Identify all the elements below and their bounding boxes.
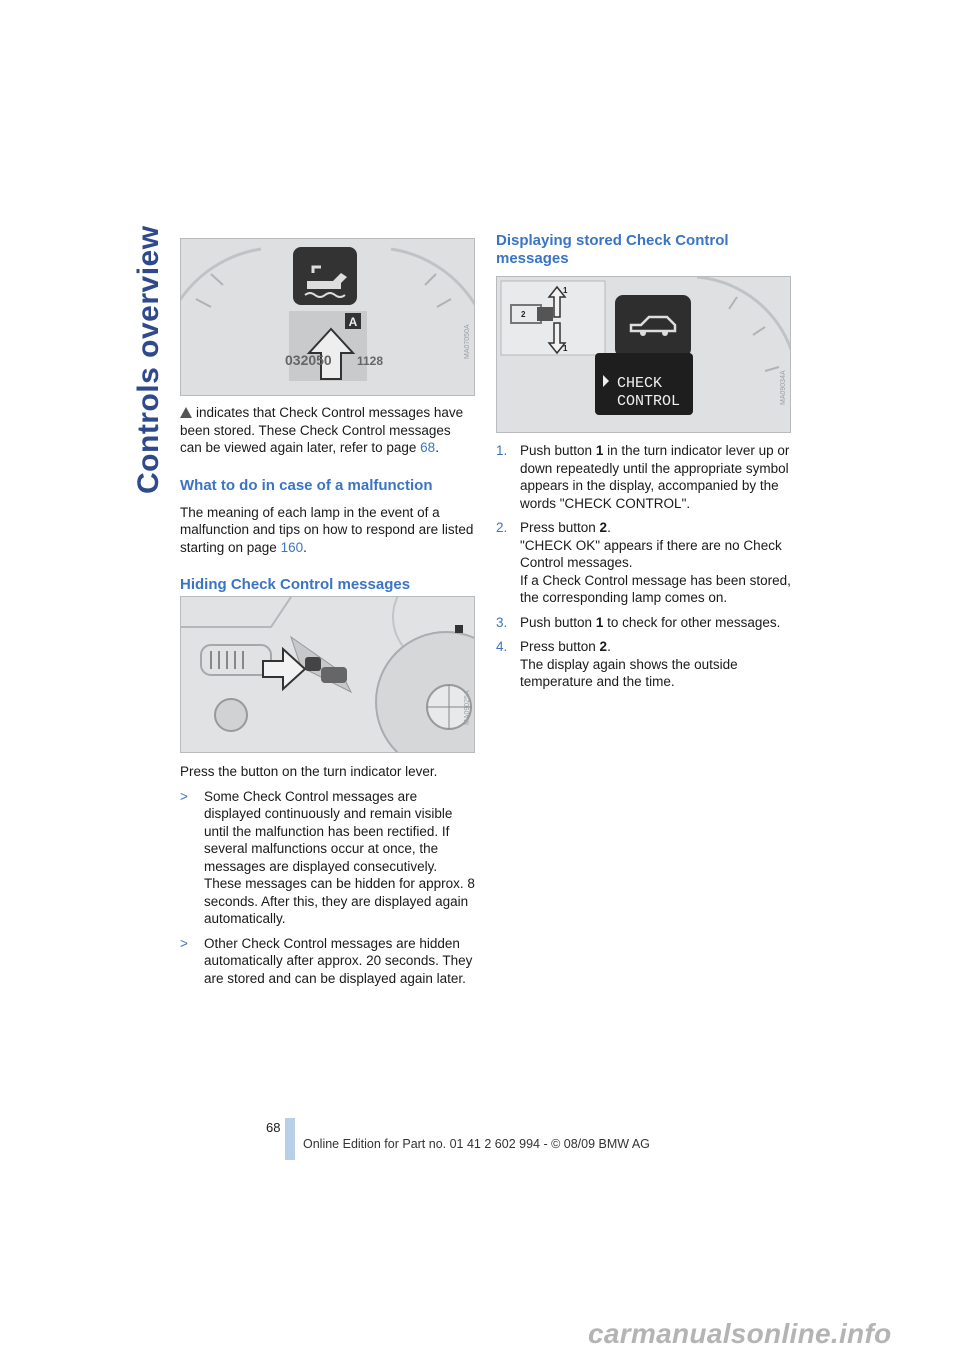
check-control-illustration: [497, 277, 790, 432]
instrument-cluster-illustration: [181, 239, 474, 395]
step-extra-text: The display again shows the outside temperature and the time.: [520, 656, 738, 689]
displaying-heading: Displaying stored Check Control messages: [496, 232, 729, 267]
intro-paragraph: [180, 404, 475, 457]
step-extra-text: If a Check Control message has been stored, the corresponding lamp comes on.: [520, 572, 791, 605]
bullet-mark: >: [180, 788, 188, 804]
malfunction-end: .: [303, 539, 307, 555]
bullet-text: These messages can be hidden for approx. 8 seconds. After this, they are displayed again automatically.: [204, 876, 475, 926]
odometer-reading: 032050: [285, 352, 332, 368]
step-text: Push button 1 to check for other messages.: [520, 614, 781, 630]
intro-end: .: [435, 440, 439, 455]
display-line-check: CHECK: [617, 375, 663, 392]
bullet-text: Some Check Control messages are displayed continuously and remain visible until the malfunction has been rectified. If several malfunctions occur at once, the messages are displayed consecutively.: [204, 788, 453, 874]
right-column: [496, 232, 791, 268]
figure-code: MA07050A: [464, 324, 471, 359]
label-2: 2: [521, 310, 526, 319]
step-item: [496, 638, 792, 691]
intro-text: indicates that Check Control messages have been stored. These Check Control messages can be viewed again later, refer to page: [180, 405, 464, 455]
edition-footer: Online Edition for Part no. 01 41 2 602 994 - © 08/09 BMW AG: [303, 1137, 650, 1151]
figure-code: MA09034A: [780, 370, 787, 405]
figure-instrument-cluster: [180, 238, 475, 396]
step-number: 2.: [496, 520, 508, 535]
press-button-text: Press the button on the turn indicator lever.: [180, 764, 438, 779]
steering-lever-illustration: [181, 597, 474, 752]
label-1: 1: [563, 286, 568, 295]
watermark-text: carmanualsonline.info: [588, 1318, 892, 1349]
display-line-control: CONTROL: [617, 393, 681, 410]
step-text: Press button 2.: [520, 520, 611, 535]
bullet-item: [180, 935, 475, 988]
hiding-heading: Hiding Check Control messages: [180, 576, 411, 593]
step-item: [496, 519, 792, 607]
step-item: [496, 614, 792, 632]
footer-accent-bar: [285, 1118, 295, 1160]
bullet-mark: >: [180, 935, 188, 951]
section-side-title: [118, 225, 165, 496]
bullet-item: [180, 788, 475, 928]
left-column-lower: [180, 763, 475, 987]
step-number: 4.: [496, 639, 508, 654]
figure-code: MA09025A: [464, 690, 471, 725]
page-link-68[interactable]: 68: [420, 440, 436, 455]
step-extra-text: "CHECK OK" appears if there are no Check Control messages.: [520, 537, 782, 570]
step-item: [496, 442, 792, 512]
right-column-steps: [496, 442, 792, 691]
trip-reading: 1128: [357, 354, 384, 368]
side-title-text: Controls overview: [132, 225, 165, 494]
bullet-text: Other Check Control messages are hidden automatically after approx. 20 seconds. They are stored and can be displayed again later.: [204, 935, 473, 986]
figure-check-control-display: [496, 276, 791, 433]
malfunction-text: The meaning of each lamp in the event of a malfunction and tips on how to respond are listed starting on page: [180, 504, 474, 555]
malfunction-paragraph: [180, 504, 475, 557]
step-number: 1.: [496, 443, 508, 458]
indicator-a-icon: A: [348, 315, 358, 329]
step-number: 3.: [496, 614, 508, 630]
page-number: 68: [266, 1120, 281, 1135]
label-1: 1: [563, 344, 568, 353]
left-column: [180, 404, 475, 594]
warning-triangle-icon: [180, 407, 192, 418]
page-link-160[interactable]: 160: [280, 539, 304, 555]
step-text: Press button 2.: [520, 639, 611, 654]
step-text: Push button 1 in the turn indicator lever up or down repeatedly until the appropriate symbol appears in the display, accompanied by the words "CHECK CONTROL".: [520, 443, 790, 511]
malfunction-heading: What to do in case of a malfunction: [180, 476, 433, 494]
figure-turn-indicator-lever: [180, 596, 475, 753]
